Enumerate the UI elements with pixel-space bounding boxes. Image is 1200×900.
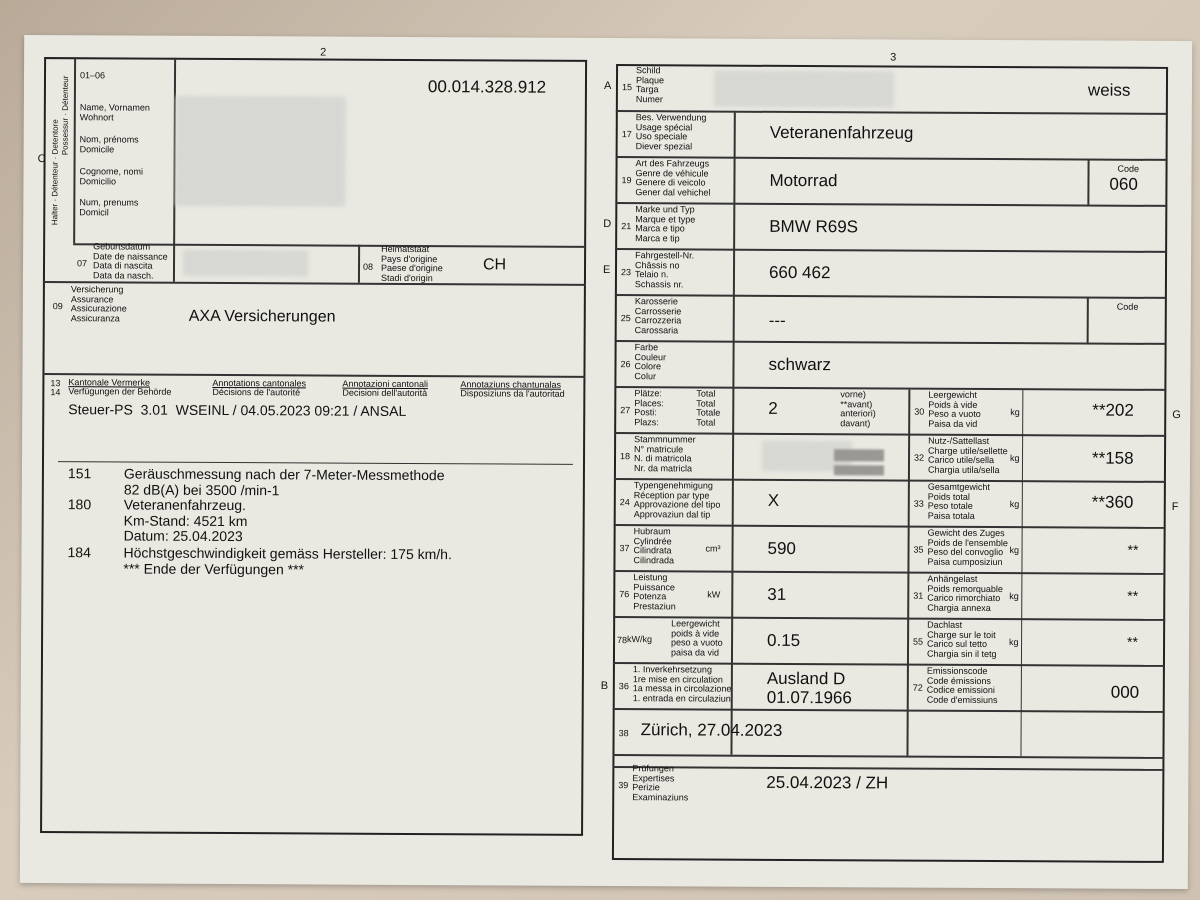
- annot-num-14: 14: [50, 387, 61, 398]
- insurance-value: AXA Versicherungen: [188, 307, 336, 326]
- r35-num: 35: [913, 544, 924, 555]
- side-letter-g: G: [1172, 408, 1181, 422]
- r76-value: 31: [767, 584, 787, 604]
- r55-labels: Dachlast Charge sur le toit Carico sul tetto Chargia sin il tetg: [926, 619, 997, 659]
- r30-unit: kg: [1010, 407, 1020, 418]
- holder-labels-fr: Nom, prénoms Domicile: [79, 134, 139, 154]
- origin-value: CH: [482, 256, 507, 274]
- side-letter-d: D: [603, 217, 612, 231]
- r27-labels: Plätze: Places: Posti: Plazs:: [634, 388, 664, 427]
- redacted-matricule-dark-2: [834, 465, 884, 475]
- r72-value: 000: [1110, 682, 1140, 702]
- side-letter-f: F: [1171, 500, 1179, 513]
- r78-labels: Leergewicht poids à vide peso a vuoto paisa da vid: [670, 618, 723, 658]
- right-page-number: 3: [890, 51, 897, 64]
- side-letter-c: C: [37, 153, 46, 166]
- annot-rm-2: Disposiziuns da l'autoritad: [460, 388, 565, 399]
- r23-num: 23: [620, 267, 632, 278]
- r26-num: 26: [620, 359, 631, 370]
- r33-labels: Gesamtgewicht Poids total Peso totale Paisa totala: [927, 481, 990, 521]
- holder-labels-rm: Num, prenums Domicil: [79, 197, 139, 217]
- r55-value: **: [1127, 633, 1139, 650]
- r72-labels: Emissionscode Code émissions Codice emissioni Code d'emissiuns: [926, 665, 998, 705]
- r25-num: 25: [620, 313, 631, 324]
- left-page-number: 2: [320, 46, 327, 59]
- r37-num: 37: [619, 543, 630, 554]
- annot-de-2: Verfügungen der Behörde: [68, 386, 172, 397]
- r27-num: 27: [620, 405, 631, 416]
- r38-value: Zürich, 27.04.2023: [640, 720, 783, 740]
- r21-labels: Marke und Typ Marque et type Marca e tipo Marca e tip: [635, 204, 696, 243]
- r19-code: 060: [1109, 174, 1138, 194]
- note-code-0: 151: [67, 465, 92, 482]
- r17-num: 17: [621, 129, 632, 140]
- r76-labels: Leistung Puissance Potenza Prestaziun: [633, 572, 676, 611]
- r27-labels-total: Total Total Totale Total: [696, 388, 721, 428]
- r19-num: 19: [621, 175, 632, 186]
- note-text-2: Höchstgeschwindigkeit gemäss Hersteller: 175 km/h. *** Ende der Verfügungen ***: [123, 544, 452, 577]
- holder-vertical-label-2: Possessur · Détenteur: [60, 75, 71, 156]
- r21-value: BMW R69S: [769, 216, 859, 237]
- r33-unit: kg: [1009, 499, 1020, 510]
- r19-labels: Art des Fahrzeugs Genre de véhicule Genere di veicolo Gener dal vehichel: [635, 158, 711, 198]
- tax-line: Steuer-PS 3.01 WSEINL / 04.05.2023 09:21 / ANSAL: [68, 401, 407, 419]
- note-text-0: Geräuschmessung nach der 7-Meter-Messmethode 82 dB(A) bei 3500 /min-1: [123, 465, 445, 498]
- r39-value: 25.04.2023 / ZH: [766, 772, 889, 793]
- r76-num: 76: [619, 589, 630, 600]
- r55-unit: kg: [1009, 637, 1019, 648]
- r30-labels: Leergewicht Poids à vide Peso a vuoto Paisa da vid: [928, 389, 981, 429]
- redacted-matricule-dark: [834, 449, 884, 461]
- r31-labels: Anhängelast Poids remorquable Carico rimorchiato Chargia annexa: [927, 573, 1003, 613]
- r35-labels: Gewicht des Zuges Poids de l'ensemble Peso del convoglio Paisa cumposiziun: [927, 527, 1008, 567]
- r23-labels: Fahrgestell-Nr. Châssis no Telaio n. Schassis nr.: [634, 250, 695, 289]
- r23-value: 660 462: [768, 262, 831, 283]
- r24-value: X: [767, 490, 780, 510]
- r32-num: 32: [914, 452, 925, 463]
- r33-num: 33: [913, 498, 924, 509]
- r18-num: 18: [620, 451, 631, 462]
- r78-num: 78: [617, 635, 628, 646]
- r30-value: **202: [1092, 400, 1134, 420]
- r32-unit: kg: [1009, 453, 1020, 464]
- r31-num: 31: [913, 590, 924, 601]
- annot-it-2: Decisioni dell'autorità: [342, 387, 428, 399]
- redacted-plate: [714, 71, 894, 108]
- side-letter-a: A: [603, 79, 612, 93]
- r21-num: 21: [621, 221, 632, 232]
- r19-value: Motorrad: [769, 170, 838, 191]
- r24-num: 24: [619, 497, 630, 508]
- r15-labels: Schild Plaque Targa Numer: [635, 65, 665, 104]
- registration-document: [20, 35, 1192, 889]
- annot-it-1: Annotazioni cantonali: [342, 378, 428, 390]
- r37-labels: Hubraum Cylindrée Cilindrata Cilindrada: [633, 526, 675, 565]
- r24-labels: Typengenehmigung Réception par type Approvazione del tipo Approvaziun dal tip: [633, 480, 721, 520]
- origin-num: 08: [362, 261, 374, 272]
- r31-value: **: [1127, 587, 1139, 604]
- r27-value: 2: [768, 398, 778, 418]
- redacted-birthdate: [183, 250, 308, 277]
- redacted-holder: [175, 96, 346, 207]
- r17-value: Veteranenfahrzeug: [769, 122, 914, 143]
- annot-fr-1: Annotations cantonales: [212, 377, 307, 389]
- note-code-1: 180: [67, 496, 92, 513]
- r35-unit: kg: [1009, 545, 1020, 556]
- note-text-1: Veteranenfahrzeug. Km-Stand: 4521 km Datum: 25.04.2023: [123, 496, 248, 545]
- annot-de-1: Kantonale Vermerke: [68, 377, 150, 388]
- holder-number: 00.014.328.912: [427, 77, 547, 97]
- r30-num: 30: [914, 406, 925, 417]
- r15-value: weiss: [1087, 80, 1131, 100]
- r25-value: ---: [768, 310, 786, 330]
- r26-labels: Farbe Couleur Colore Colur: [634, 342, 667, 381]
- r37-value: 590: [767, 538, 796, 558]
- note-code-2: 184: [67, 544, 91, 561]
- r76-unit: kW: [707, 589, 721, 600]
- r32-value: **158: [1091, 448, 1134, 468]
- r25-labels: Karosserie Carrosserie Carrozzeria Carossaria: [634, 296, 682, 335]
- r78-value: 0.15: [767, 630, 801, 651]
- holder-code: 01–06: [79, 70, 106, 81]
- r25-code-label: Code: [1116, 301, 1139, 312]
- r35-value: **: [1127, 541, 1139, 558]
- insurance-num: 09: [52, 301, 63, 312]
- r33-value: **360: [1091, 492, 1134, 512]
- birth-labels: Geburtsdatum Date de naissance Data di nascita Data da nasch.: [92, 241, 168, 281]
- r27-front: vorne) **avant) anteriori) davant): [840, 389, 876, 428]
- holder-vertical-label: Halter · Détenteur · Detentore: [50, 119, 60, 226]
- r19-code-label: Code: [1117, 163, 1140, 174]
- annot-num-13: 13: [50, 378, 61, 389]
- r37-unit: cm³: [705, 543, 721, 554]
- r36-num: 36: [618, 681, 629, 692]
- r18-labels: Stammnummer N° matricule N. di matricola Nr. da matricla: [633, 434, 696, 473]
- r32-labels: Nutz-/Sattellast Charge utile/sellette Carico utile/sella Chargia utila/sella: [927, 435, 1008, 475]
- r26-value: schwarz: [768, 354, 831, 375]
- insurance-labels: Versicherung Assurance Assicurazione Assicuranza: [70, 284, 127, 323]
- holder-labels-de: Name, Vornamen Wohnort: [79, 102, 150, 122]
- r15-num: 15: [621, 82, 633, 93]
- r78-unit: kW/kg: [627, 634, 653, 645]
- annot-fr-2: Décisions de l'autorité: [212, 386, 301, 398]
- side-letter-b: B: [600, 679, 609, 693]
- r36-value: Ausland D 01.07.1966: [766, 668, 852, 708]
- annot-rm-1: Annotaziuns chantunalas: [460, 379, 562, 390]
- holder-labels-it: Cognome, nomi Domicilio: [79, 166, 144, 186]
- r36-labels: 1. Inverkehrsetzung 1re mise en circulation 1a messa in circolazione 1. entrada en circulaziun: [632, 664, 732, 704]
- r39-labels: Prüfungen Expertises Perizie Examinaziuns: [632, 763, 689, 802]
- r38-num: 38: [618, 728, 629, 739]
- birth-num: 07: [77, 258, 88, 269]
- r17-labels: Bes. Verwendung Usage spécial Uso speciale Diever spezial: [635, 112, 707, 151]
- r31-unit: kg: [1009, 591, 1019, 602]
- r39-num: 39: [618, 780, 629, 791]
- origin-labels: Heimatstaat Pays d'origine Paese d'origine Stadi d'origin: [380, 243, 443, 283]
- r72-num: 72: [912, 682, 923, 693]
- r55-num: 55: [913, 636, 924, 647]
- side-letter-e: E: [602, 263, 611, 277]
